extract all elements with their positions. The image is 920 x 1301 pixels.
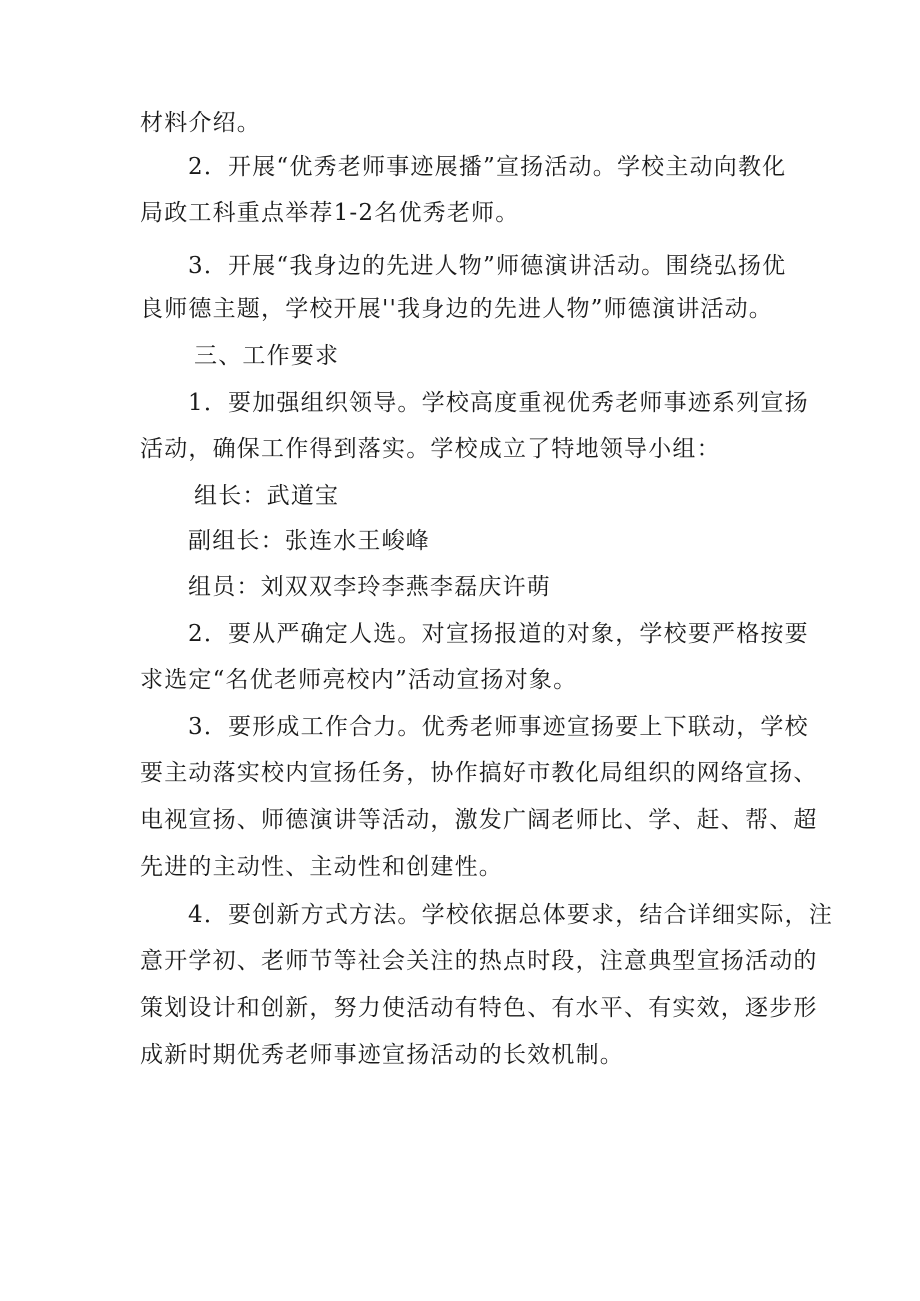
text-line: 成新时期优秀老师事迹宣扬活动的长效机制。 [140, 1042, 624, 1068]
text-line: 活动，确保工作得到落实。学校成立了特地领导小组： [140, 436, 721, 462]
text-line: 良师德主题，学校开展''我身边的先进人物”师德演讲活动。 [140, 296, 774, 322]
text-line: 意开学初、老师节等社会关注的热点时段，注意典型宣扬活动的 [140, 948, 818, 974]
text-line: 组员：刘双双李玲李燕李磊庆许萌 [188, 574, 551, 600]
text-line: 2．开展“优秀老师事迹展播”宣扬活动。学校主动向教化 [188, 154, 787, 180]
text-line: 4．要创新方式方法。学校依据总体要求，结合详细实际，注 [188, 902, 834, 928]
text-line: 副组长：张连水王峻峰 [188, 528, 430, 554]
text-line: 先进的主动性、主动性和创建性。 [140, 854, 503, 880]
text-line: 3．开展“我身边的先进人物”师德演讲活动。围绕弘扬优 [188, 253, 787, 279]
text-line: 求选定“名优老师亮校内”活动宣扬对象。 [140, 667, 578, 693]
text-line: 策划设计和创新，努力使活动有特色、有水平、有实效，逐步形 [140, 995, 818, 1021]
text-line: 2．要从严确定人选。对宣扬报道的对象，学校要严格按要 [188, 621, 809, 647]
text-line: 要主动落实校内宣扬任务，协作搞好市教化局组织的网络宣扬、 [140, 760, 818, 786]
section-heading: 三、工作要求 [194, 343, 340, 369]
text-line: 3．要形成工作合力。优秀老师事迹宣扬要上下联动，学校 [188, 714, 809, 740]
text-line: 电视宣扬、师德演讲等活动，激发广阔老师比、学、赶、帮、超 [140, 807, 818, 833]
text-line: 1．要加强组织领导。学校高度重视优秀老师事迹系列宣扬 [188, 390, 809, 416]
text-line: 材料介绍。 [140, 110, 261, 136]
text-line: 组长：武道宝 [194, 483, 340, 509]
text-line: 局政工科重点举荐1-2名优秀老师。 [140, 200, 520, 226]
